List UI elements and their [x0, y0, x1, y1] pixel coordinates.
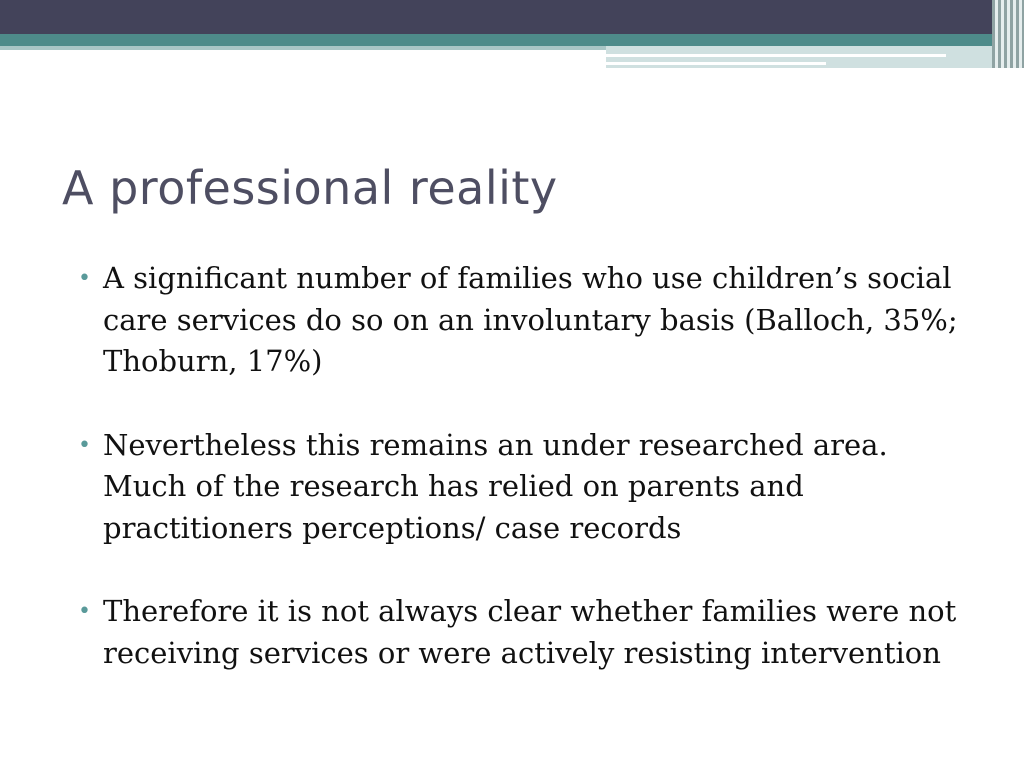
bullet-dot-icon: • [78, 266, 91, 291]
bullet-text: A significant number of families who use children’s social care services do so on an involuntary basis (Balloch, 35%; Thoburn, 17%) [103, 261, 958, 378]
bullet-dot-icon: • [78, 599, 91, 624]
bullet-list [76, 258, 976, 716]
bullet-item [76, 258, 976, 383]
slide-title: A professional reality [62, 161, 558, 215]
bullet-text: Nevertheless this remains an under researched area. Much of the research has relied on parents and practitioners perceptions/ case records [103, 427, 888, 545]
bullet-text: Therefore it is not always clear whether families were not receiving services or were actively resisting intervention [103, 594, 957, 670]
header-tab-line [606, 62, 826, 65]
bullet-dot-icon: • [78, 432, 91, 458]
header-band-dark [0, 0, 1024, 34]
header-tab-line [606, 54, 946, 57]
bullet-item [76, 591, 976, 674]
header-edge-stripes [992, 0, 1024, 68]
header-band-teal [0, 34, 1024, 46]
bullet-item [76, 425, 976, 550]
